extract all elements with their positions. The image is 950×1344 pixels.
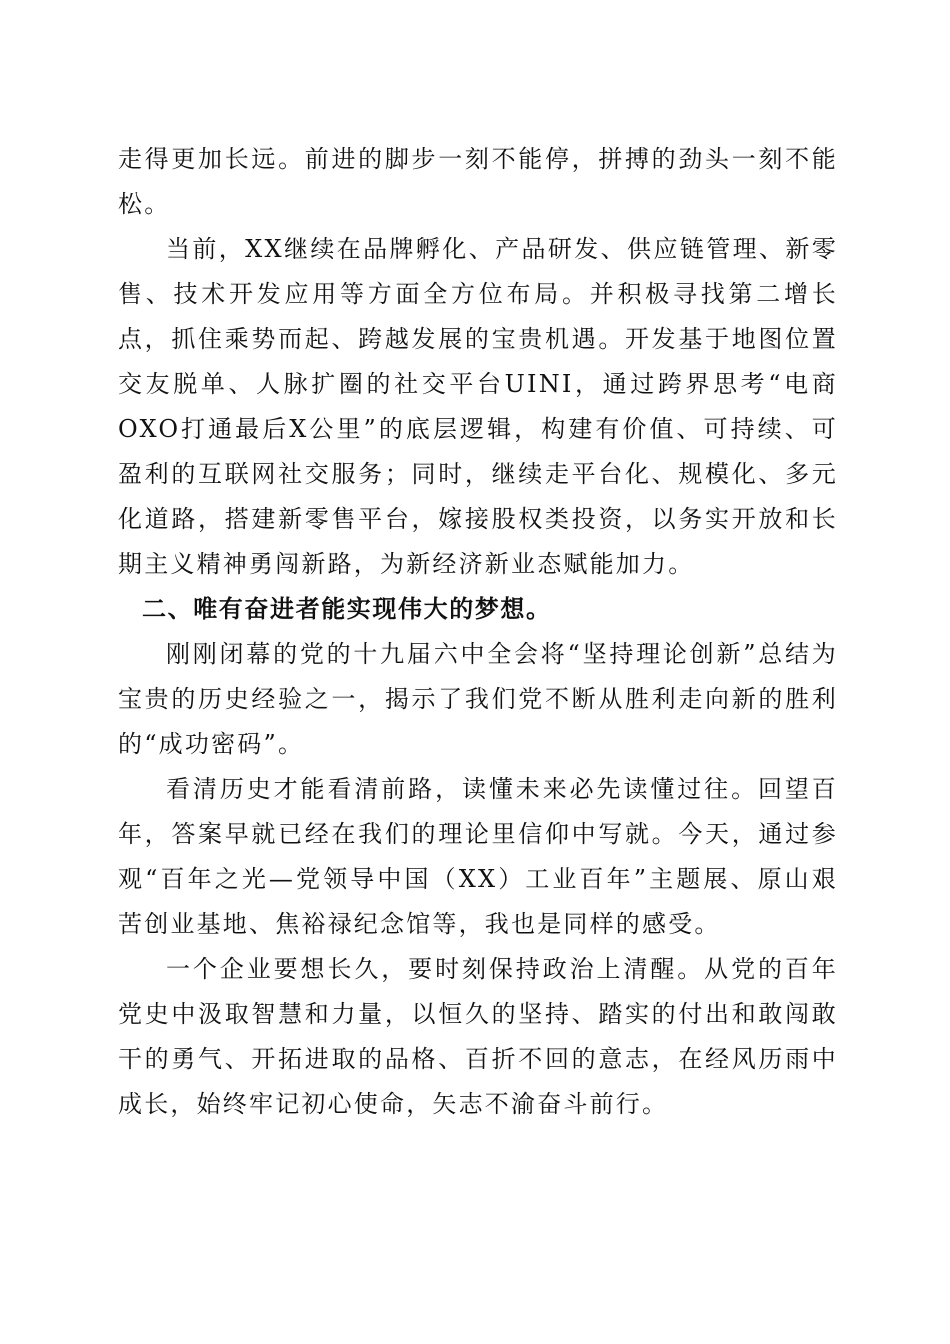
paragraph-xx-business-layout: 当前，XX继续在品牌孵化、产品研发、供应链管理、新零售、技术开发应用等方面全方位布局。并积极寻找第二增长点，抓住乘势而起、跨越发展的宝贵机遇。开发基于地图位置交友脱单、人脉扩圈的社交平台UINI，通过跨界思考“电商OXO打通最后X公里”的底层逻辑，构建有价值、可持续、可盈利的互联网社交服务；同时，继续走平台化、规模化、多元化道路，搭建新零售平台，嫁接股权类投资，以务实开放和长期主义精神勇闯新路，为新经济新业态赋能加力。 [118,235,838,578]
paragraph-continuation: 走得更加长远。前进的脚步一刻不能停，拼搏的劲头一刻不能松。 [118,145,838,218]
paragraph-plenary-session: 刚刚闭幕的党的十九届六中全会将“坚持理论创新”总结为宝贵的历史经验之一，揭示了我们党不断从胜利走向新的胜利的“成功密码”。 [118,640,838,758]
section-heading-2: 二、唯有奋进者能实现伟大的梦想。 [142,595,552,623]
paragraph-enterprise-longevity: 一个企业要想长久，要时刻保持政治上清醒。从党的百年党史中汲取智慧和力量，以恒久的坚持、踏实的付出和敢闯敢干的勇气、开拓进取的品格、百折不回的意志，在经风历雨中成长，始终牢记初心使命，矢志不渝奋斗前行。 [118,955,838,1118]
document-page [118,137,838,1127]
paragraph-history-reflection: 看清历史才能看清前路，读懂未来必先读懂过往。回望百年，答案早就已经在我们的理论里信仰中写就。今天，通过参观“百年之光—党领导中国（XX）工业百年”主题展、原山艰苦创业基地、焦裕禄纪念馆等，我也是同样的感受。 [118,775,838,938]
